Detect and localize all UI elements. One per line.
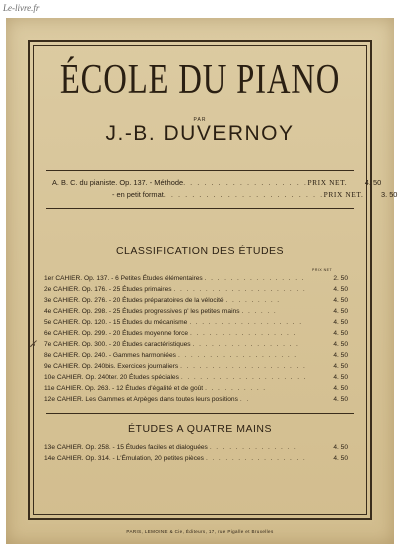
study-price: 4. 50 [333, 319, 348, 326]
study-title: 14e CAHIER. Op. 314. - L'Émulation, 20 petites pièces [44, 455, 204, 462]
study-price: 4. 50 [333, 297, 348, 304]
study-title: 12e CAHIER. Les Gammes et Arpèges dans toutes leurs positions [44, 396, 238, 403]
leader-dots: . . . . . . . . . . [205, 385, 267, 392]
leader-dots: . . . . . . . . . . . . . . . . [204, 275, 305, 282]
leader-dots: . . . . . . . . . . . . . . . . . . . . . [173, 286, 307, 293]
study-row [44, 352, 348, 361]
four-hands-heading: ÉTUDES A QUATRE MAINS [128, 423, 272, 435]
classification-heading: CLASSIFICATION DES ÉTUDES [115, 245, 285, 257]
study-row [44, 297, 348, 306]
leader-dots: . . . . . . . . . . . . . . . . [205, 455, 307, 462]
leader-dots: . . . . . . . . . . . . . . . . . . [183, 178, 308, 187]
price-header: PRIX NET [312, 268, 333, 272]
leader-dots: . . . . . . . . . . . . . . . . . . . . [180, 374, 307, 381]
study-row [44, 341, 348, 350]
study-title: 6e CAHIER. Op. 299. - 20 Études moyenne force [44, 330, 189, 337]
leader-dots: . . . . . . . . . . . . . . . . . . [189, 319, 303, 326]
leader-dots: . . . . . . [241, 308, 278, 315]
study-row [44, 286, 348, 295]
study-price: 4. 50 [333, 330, 348, 337]
study-title: 13e CAHIER. Op. 258. - 15 Études faciles et dialoguées [44, 444, 208, 451]
leader-dots: . . . . . . . . . . . . . . [209, 444, 298, 451]
study-price: 2. 50 [333, 275, 348, 282]
price-value: 4. 50 [364, 178, 382, 187]
leader-dots: . . . . . . . . . . . . . . . . . . . [177, 352, 298, 359]
study-title: 2e CAHIER. Op. 176. - 25 Études primaires [44, 286, 172, 293]
study-title: 4e CAHIER. Op. 298. - 25 Études progressives p' les petites mains [44, 308, 240, 315]
study-row [44, 275, 348, 284]
publisher-line: PARIS, LEMOINE & Cie, Éditeurs, 17, rue Pigalle et Bruxelles [126, 529, 274, 534]
study-price: 4. 50 [333, 308, 348, 315]
by-label: PAR [193, 117, 207, 123]
leader-dots: . . . . . . . . . . . . . . . . . . . . . . . [163, 190, 324, 199]
study-title: 8e CAHIER. Op. 240. - Gammes harmoniées [44, 352, 176, 359]
study-price: 4. 50 [333, 374, 348, 381]
study-title: 9e CAHIER. Op. 240bis. Exercices journaliers [44, 363, 179, 370]
score-cover [6, 18, 398, 544]
study-row [44, 444, 348, 453]
study-price: 4. 50 [333, 286, 348, 293]
study-price: 4. 50 [333, 444, 348, 451]
leader-dots: . . . . . . . . . [225, 297, 281, 304]
divider [46, 208, 354, 209]
price-label: PRIX NET. [307, 178, 348, 187]
method-label: A. B. C. du pianiste. Op. 137. - Méthode [52, 178, 184, 187]
leader-dots: . . [239, 396, 250, 403]
study-row [44, 455, 348, 464]
watermark: Le-livre.fr [3, 3, 40, 13]
price-value: 3. 50 [380, 190, 398, 199]
study-title: 3e CAHIER. Op. 276. - 20 Études préparatoires de la vélocité [44, 297, 224, 304]
study-row [44, 396, 348, 405]
study-price: 4. 50 [333, 363, 348, 370]
method-label: - en petit format [112, 190, 164, 199]
study-price: 4. 50 [333, 396, 348, 403]
study-price: 4. 50 [333, 385, 348, 392]
study-title: 5e CAHIER. Op. 120. - 15 Études du mécanisme [44, 319, 188, 326]
leader-dots: . . . . . . . . . . . . . . . . . [192, 341, 300, 348]
divider [46, 170, 354, 171]
method-line [52, 178, 382, 188]
study-row [44, 385, 348, 394]
price-label: PRIX NET. [323, 190, 364, 199]
leader-dots: . . . . . . . . . . . . . . . . . . . . [180, 363, 307, 370]
method-line [52, 190, 398, 200]
study-title: 11e CAHIER. Op. 263. - 12 Études d'égalité et de goût [44, 385, 204, 392]
leader-dots: . . . . . . . . . . . . . . . . . [190, 330, 297, 337]
study-row [44, 374, 348, 383]
study-row [44, 363, 348, 372]
study-title: 10e CAHIER. Op. 240ter. 20 Études spéciales [44, 374, 179, 381]
composer-name: J.-B. DUVERNOY [105, 122, 295, 145]
study-row [44, 330, 348, 339]
divider [46, 413, 354, 414]
study-row [44, 319, 348, 328]
study-title: 7e CAHIER. Op. 300. - 20 Études caractéristiques [44, 341, 191, 348]
study-price: 4. 50 [333, 352, 348, 359]
cover-title: ÉCOLE DU PIANO [59, 57, 341, 103]
study-row [44, 308, 348, 317]
study-price: 4. 50 [333, 455, 348, 462]
handwritten-mark: ✗ [29, 339, 37, 349]
study-price: 4. 50 [333, 341, 348, 348]
study-title: 1er CAHIER. Op. 137. - 6 Petites Études élémentaires [44, 275, 203, 282]
